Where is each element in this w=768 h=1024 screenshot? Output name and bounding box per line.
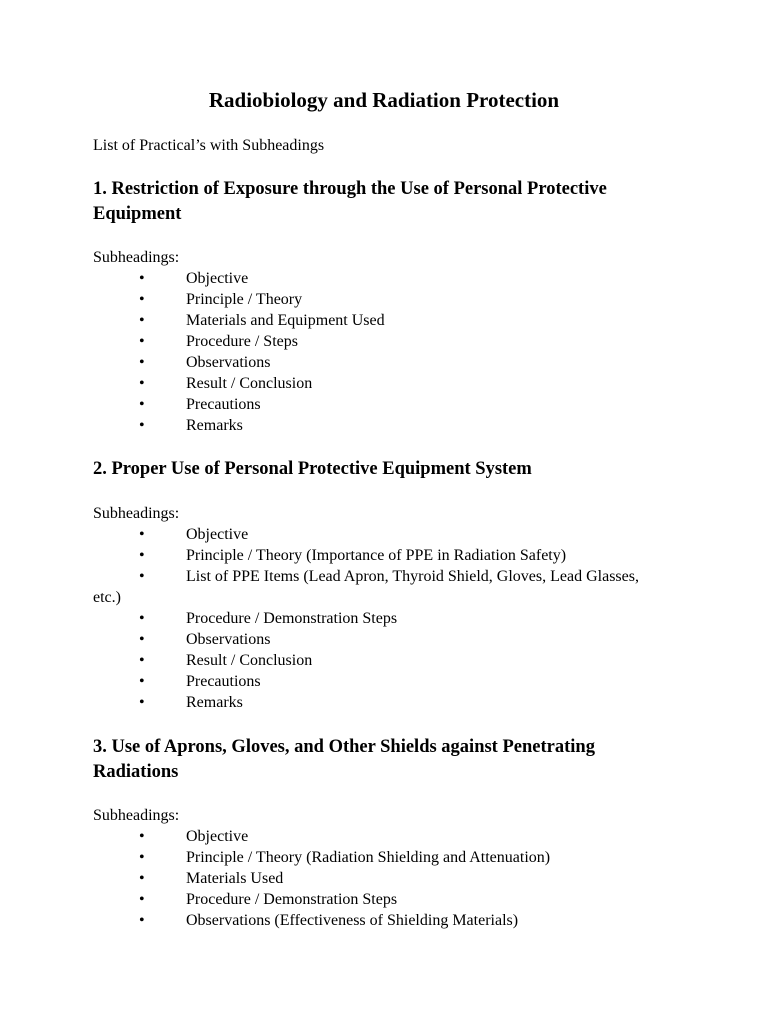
- document-title: Radiobiology and Radiation Protection: [208, 88, 560, 112]
- section-1-heading-line2: Equipment: [93, 203, 182, 224]
- section-2-heading-line1: 2. Proper Use of Personal Protective Equipment System: [93, 459, 532, 479]
- section-1-heading-line1: 1. Restriction of Exposure through the Use of Personal Protective: [93, 179, 607, 199]
- list-item: [93, 671, 693, 692]
- list-item-text: Precautions: [186, 673, 261, 690]
- section-3-heading-line1: 3. Use of Aprons, Gloves, and Other Shields against Penetrating: [93, 737, 595, 757]
- list-item: [93, 629, 693, 650]
- bullet-icon: •: [139, 891, 145, 908]
- section-1-heading: [93, 177, 693, 226]
- section-3-heading-line2: Radiations: [93, 761, 179, 782]
- section-1-subheadings-label: Subheadings:: [93, 249, 180, 266]
- list-item: [93, 331, 693, 352]
- list-item-text: Precautions: [186, 396, 261, 413]
- list-item-text: Principle / Theory (Importance of PPE in Radiation Safety): [186, 547, 567, 564]
- list-item-text: Procedure / Demonstration Steps: [186, 891, 398, 908]
- list-item: [93, 847, 693, 868]
- bullet-icon: •: [139, 547, 145, 564]
- list-item-text: Remarks: [186, 417, 243, 434]
- bullet-icon: •: [139, 673, 145, 690]
- document-subtitle: List of Practical’s with Subheadings: [93, 137, 325, 154]
- list-item: [93, 608, 693, 629]
- list-item: [93, 268, 693, 289]
- list-item-text: Materials and Equipment Used: [186, 312, 385, 329]
- list-item: [93, 545, 693, 566]
- list-item: [93, 826, 693, 847]
- list-item: [93, 289, 693, 310]
- bullet-icon: •: [139, 526, 145, 543]
- section-2-heading: [93, 457, 693, 482]
- list-item-text: Result / Conclusion: [186, 652, 313, 669]
- section-2-subheadings-list: [93, 524, 693, 713]
- bullet-icon: •: [139, 312, 145, 329]
- bullet-icon: •: [139, 417, 145, 434]
- list-item: [93, 889, 693, 910]
- bullet-icon: •: [139, 870, 145, 887]
- bullet-icon: •: [139, 354, 145, 371]
- bullet-icon: •: [139, 333, 145, 350]
- bullet-icon: •: [139, 396, 145, 413]
- bullet-icon: •: [139, 568, 145, 585]
- list-item-text: Principle / Theory: [186, 291, 303, 308]
- list-item: [93, 650, 693, 671]
- bullet-icon: •: [139, 828, 145, 845]
- list-item-text: Observations (Effectiveness of Shielding Materials): [186, 912, 519, 929]
- list-item-text: Observations: [186, 631, 271, 648]
- list-item-text: Materials Used: [186, 870, 284, 887]
- list-item: [93, 566, 693, 608]
- list-item: [93, 524, 693, 545]
- list-item-text: Objective: [186, 526, 249, 543]
- bullet-icon: •: [139, 375, 145, 392]
- bullet-icon: •: [139, 270, 145, 287]
- section-3-subheadings-label: Subheadings:: [93, 807, 180, 824]
- list-item: [93, 692, 693, 713]
- section-1-subheadings-list: [93, 268, 693, 436]
- bullet-icon: •: [139, 631, 145, 648]
- list-item: [93, 415, 693, 436]
- bullet-icon: •: [139, 694, 145, 711]
- list-item: [93, 373, 693, 394]
- bullet-icon: •: [139, 849, 145, 866]
- list-item-text: Objective: [186, 270, 249, 287]
- list-item-text: Objective: [186, 828, 249, 845]
- list-item: [93, 868, 693, 889]
- list-item: [93, 394, 693, 415]
- list-item: [93, 352, 693, 373]
- bullet-icon: •: [139, 610, 145, 627]
- section-2-subheadings-label: Subheadings:: [93, 505, 180, 522]
- list-item: [93, 310, 693, 331]
- list-item-text: Procedure / Steps: [186, 333, 298, 350]
- section-3-heading: [93, 735, 693, 784]
- bullet-icon: •: [139, 912, 145, 929]
- list-item-text: Principle / Theory (Radiation Shielding and Attenuation): [186, 849, 551, 866]
- list-item-text: List of PPE Items (Lead Apron, Thyroid Shield, Gloves, Lead Glasses, etc.): [93, 568, 639, 606]
- list-item-text: Remarks: [186, 694, 243, 711]
- bullet-icon: •: [139, 291, 145, 308]
- bullet-icon: •: [139, 652, 145, 669]
- list-item-text: Result / Conclusion: [186, 375, 313, 392]
- list-item-text: Observations: [186, 354, 271, 371]
- list-item-text: Procedure / Demonstration Steps: [186, 610, 398, 627]
- list-item: [93, 910, 693, 931]
- section-3-subheadings-list: [93, 826, 693, 931]
